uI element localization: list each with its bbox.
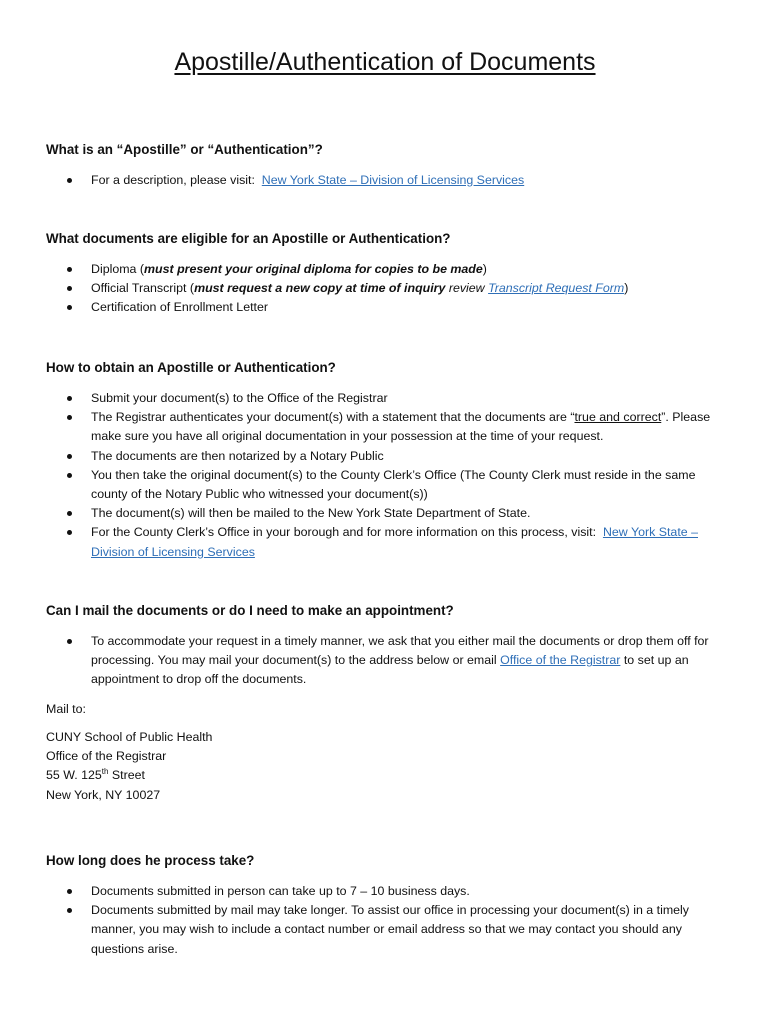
list-how-to-obtain	[0, 389, 770, 562]
link-transcript-request-form[interactable]: Transcript Request Form	[488, 281, 625, 296]
list-item: Diploma (must present your original diploma for copies to be made)	[0, 260, 721, 279]
list-mail-or-appointment	[0, 632, 770, 690]
link-ny-licensing-services-2[interactable]: New York State – Division of Licensing Services	[91, 525, 698, 559]
heading-how-to-obtain: How to obtain an Apostille or Authentication?	[46, 360, 336, 375]
list-item: For a description, please visit: New York State – Division of Licensing Services	[0, 171, 721, 190]
list-item: For the County Clerk’s Office in your borough and for more information on this process, visit: New York State – Division of Licensing Services	[0, 523, 721, 561]
heading-eligible-documents: What documents are eligible for an Apostille or Authentication?	[46, 231, 451, 246]
heading-mail-or-appointment: Can I mail the documents or do I need to make an appointment?	[46, 603, 454, 618]
link-ny-licensing-services[interactable]: New York State – Division of Licensing Services	[261, 173, 525, 187]
heading-process-duration: How long does he process take?	[46, 853, 255, 868]
list-item: The Registrar authenticates your document(s) with a statement that the documents are “true and correct”. Please make sure you have all original documentation in your possession at the time of your request.	[0, 408, 721, 446]
list-eligible-documents	[0, 260, 770, 318]
list-item: The document(s) will then be mailed to the New York State Department of State.	[0, 504, 721, 523]
list-item: To accommodate your request in a timely manner, we ask that you either mail the documents or drop them off for processing. You may mail your document(s) to the address below or email Office of the Registrar to set up an appointment to drop off the documents.	[0, 632, 721, 690]
list-item: The documents are then notarized by a Notary Public	[0, 447, 721, 466]
list-process-duration	[0, 882, 770, 959]
list-item: Documents submitted in person can take up to 7 – 10 business days.	[0, 882, 721, 901]
list-item: You then take the original document(s) to the County Clerk’s Office (The County Clerk must reside in the same county of the Notary Public who witnessed your document(s))	[0, 466, 721, 504]
list-description	[0, 171, 770, 190]
page-title: Apostille/Authentication of Documents	[174, 48, 596, 76]
list-item: Official Transcript (must request a new copy at time of inquiry review Transcript Request Form)	[0, 279, 721, 298]
mail-to-label: Mail to:	[46, 702, 86, 716]
list-item: Submit your document(s) to the Office of the Registrar	[0, 389, 721, 408]
heading-what-is-apostille: What is an “Apostille” or “Authentication”?	[46, 142, 323, 157]
link-office-of-registrar[interactable]: Office of the Registrar	[500, 653, 621, 668]
list-item: Certification of Enrollment Letter	[0, 298, 721, 317]
list-item: Documents submitted by mail may take longer. To assist our office in processing your document(s) in a timely manner, you may wish to include a contact number or email address so that we may contact you should any questions arise.	[0, 901, 721, 959]
mailing-address: CUNY School of Public Health Office of the Registrar 55 W. 125th Street New York, NY 10027	[46, 730, 213, 802]
